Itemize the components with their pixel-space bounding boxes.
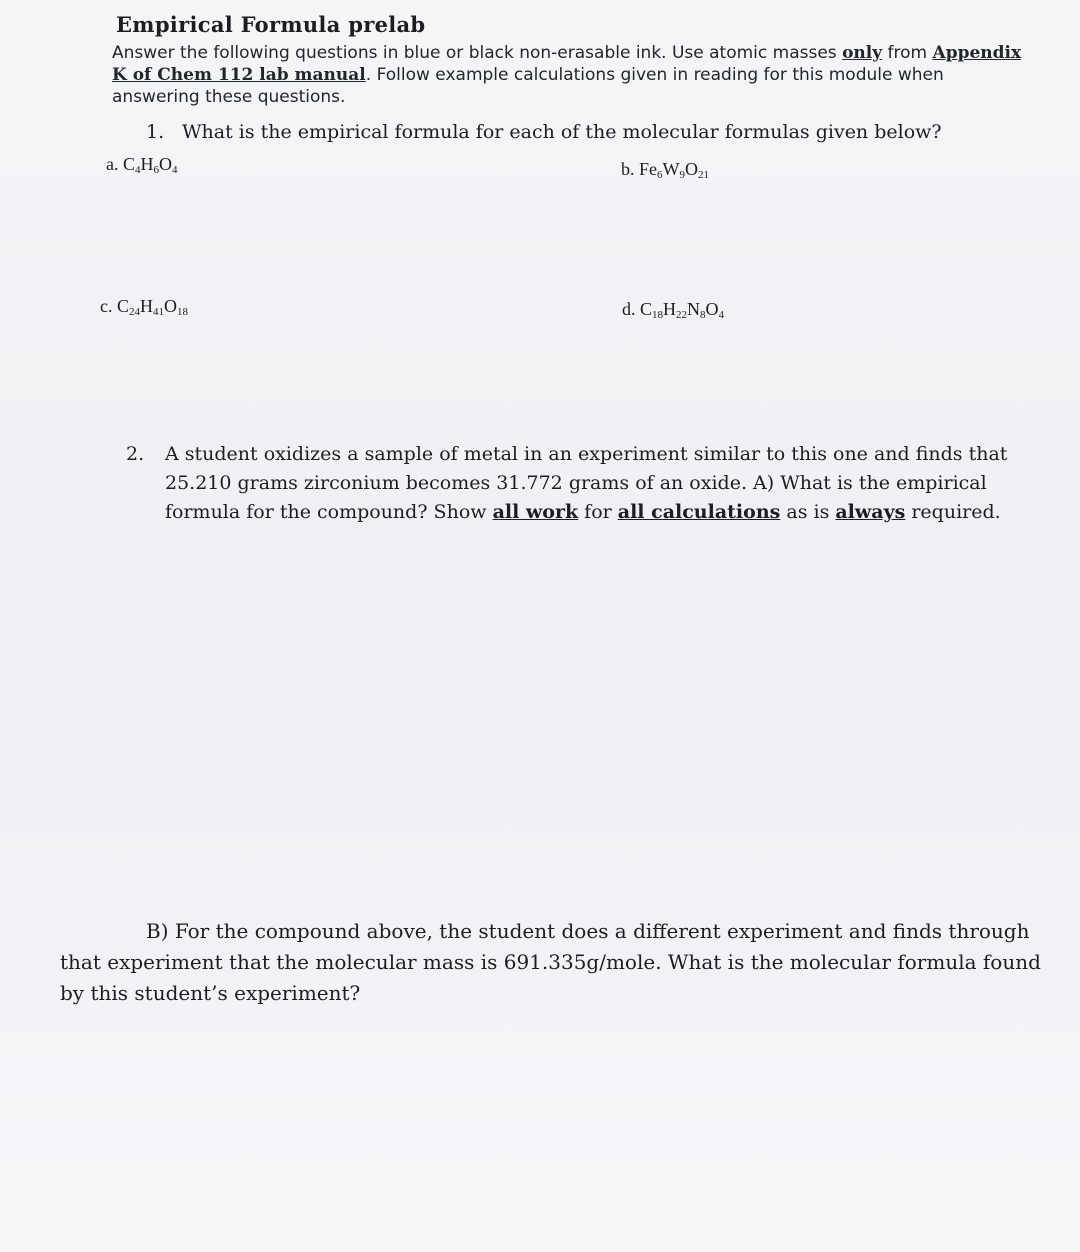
- option-b: b. $Fe_6W_9O_{21}$: [621, 159, 709, 181]
- appendix-reference: Appendix K of Chem 112 lab manual: [112, 43, 1022, 85]
- only-emphasis: only: [842, 43, 883, 63]
- question-2: [126, 440, 1046, 527]
- question-1: [146, 121, 942, 143]
- question-1-text: What is the empirical formula for each of the molecular formulas given below?: [182, 121, 942, 143]
- option-c: c. $C_{24}H_{41}O_{18}$: [100, 296, 189, 318]
- page-title: Empirical Formula prelab: [116, 12, 426, 37]
- question-2-number: 2.: [126, 443, 145, 465]
- option-d: d. $C_{18}H_{22}N_8O_4$: [622, 299, 725, 321]
- question-1-number: 1.: [146, 121, 165, 143]
- question-2b-text: B) For the compound above, the student does a different experiment and finds through that experiment that the molecular mass is 691.335g/mole. What is the molecular formula found by this student’s experiment?: [60, 919, 1041, 1005]
- option-a: a. $C_4H_6O_4$: [106, 154, 178, 176]
- question-2-text: A student oxidizes a sample of metal in an experiment similar to this one and finds that 25.210 grams zirconium becomes 31.772 grams of an oxide. A) What is the empirical formula for the compound? Show all work for all calculations as is always required.: [165, 443, 1008, 523]
- instructions: Answer the following questions in blue or black non-erasable ink. Use atomic masses only from Appendix K of Chem 112 lab manual. Follow example calculations given in reading for this module when answering these questions.: [112, 43, 1022, 107]
